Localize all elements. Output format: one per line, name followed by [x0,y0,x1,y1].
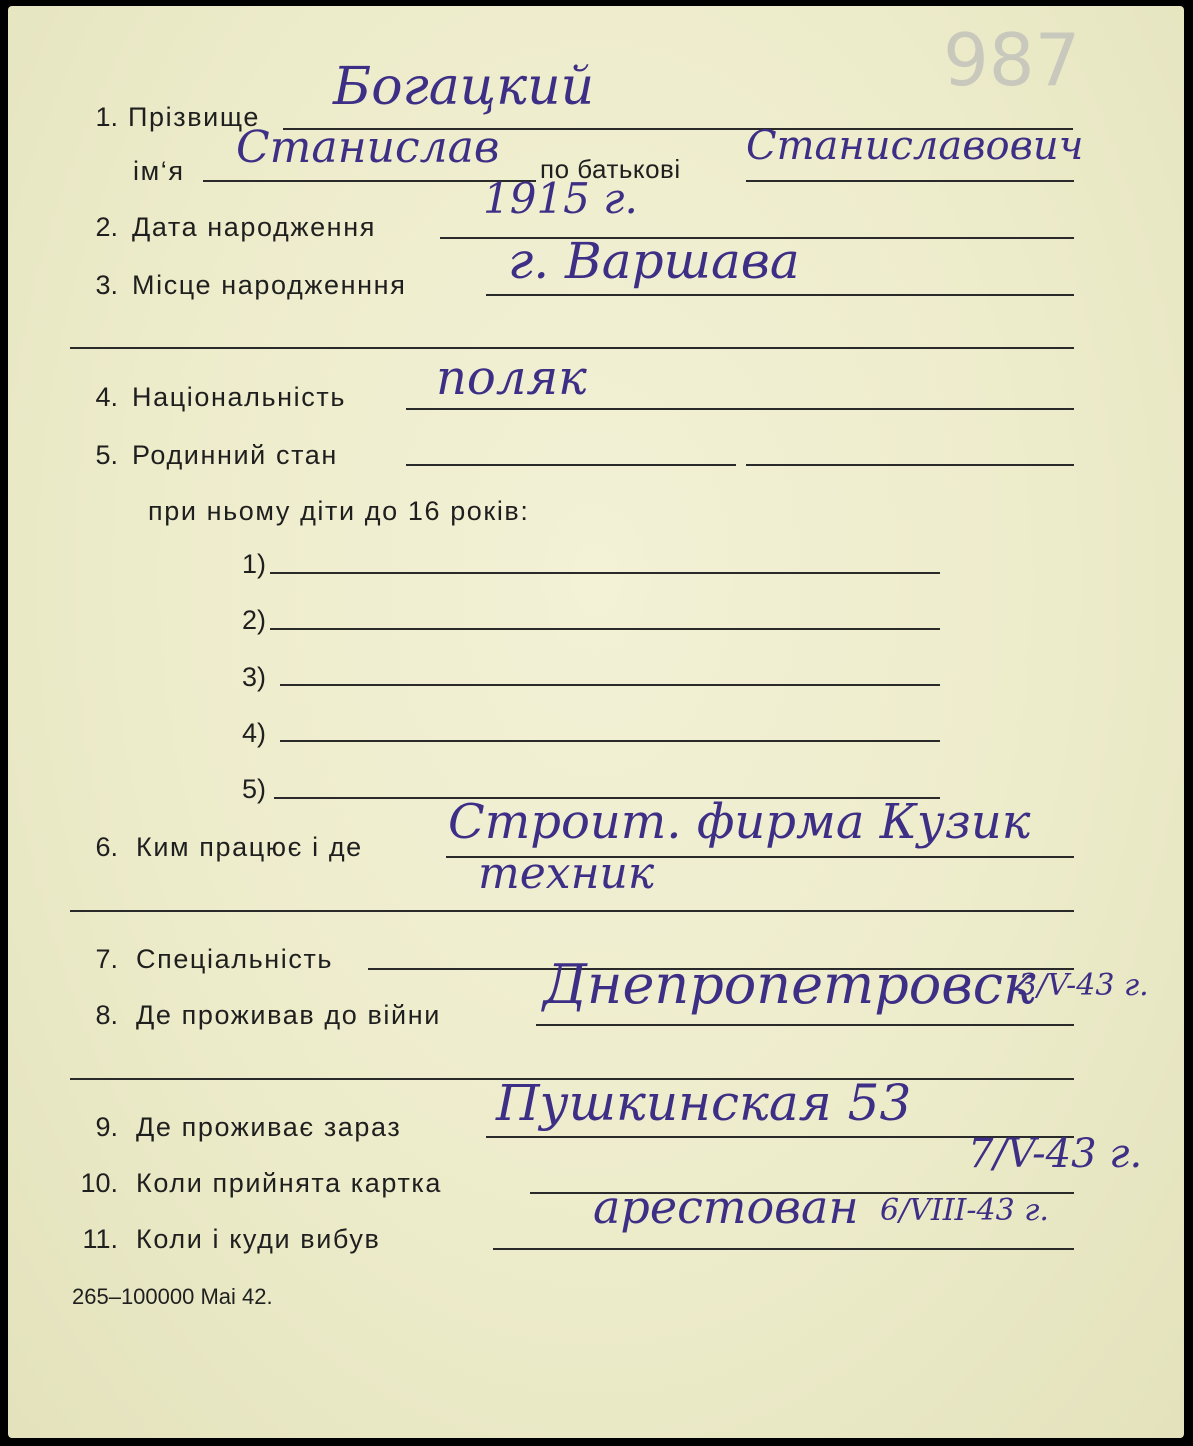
registration-card [8,6,1184,1438]
birth-place-line [486,294,1074,296]
surname-label: Прізвище [128,102,260,132]
child-4-line [280,740,940,742]
children-label: при ньому діти до 16 років: [148,496,530,526]
archive-number: 987 [943,18,1081,102]
field-3-number: 3. [95,270,118,300]
separator-line-2 [70,910,1074,912]
child-4-number: 4) [241,718,266,748]
prewar-residence-value: Днепропетровск [543,953,1036,1016]
child-3-line [280,684,940,686]
field-5-number: 5. [95,440,118,470]
card-accepted-label: Коли прийнята картка [136,1168,443,1198]
birth-date-value: 1915 г. [483,174,638,223]
name-value: Станислав [236,122,500,173]
separator-line-1 [70,347,1074,349]
prewar-residence-line [536,1024,1074,1026]
print-code-footer: 265–100000 Mai 42. [72,1284,273,1309]
marital-status-line-b [746,464,1074,466]
card-accepted-value: 7/V-43 г. [968,1131,1143,1177]
current-residence-value: Пушкинская 53 [496,1074,912,1132]
departure-date: 6/VIII-43 г. [880,1193,1049,1228]
birth-place-label: Місце народженння [132,270,407,300]
patronymic-line [746,180,1074,182]
child-1-line [270,572,940,574]
patronymic-value: Станиславович [746,123,1084,169]
child-5-number: 5) [241,774,266,804]
name-label: ім‘я [133,156,185,186]
nationality-value: поляк [436,350,587,406]
prewar-residence-label: Де проживав до війни [136,1000,441,1030]
child-2-number: 2) [241,605,266,635]
marital-status-label: Родинний стан [132,440,338,470]
nationality-label: Національність [132,382,346,412]
departure-value: арестован [593,1180,859,1234]
employment-value-2: техник [478,848,655,899]
field-8-number: 8. [95,1000,118,1030]
child-3-number: 3) [241,662,266,692]
departure-line [493,1248,1074,1250]
birth-place-value: г. Варшава [508,232,800,290]
marital-status-line-a [406,464,736,466]
field-10-number: 10. [80,1168,118,1198]
patronymic-label: по батькові [540,154,681,184]
field-9-number: 9. [95,1112,118,1142]
specialty-label: Спеціальність [136,944,334,974]
child-1-number: 1) [241,549,266,579]
field-1-number: 1. [95,102,118,132]
prewar-residence-date: 3/V-43 г. [1018,968,1149,1003]
birth-date-label: Дата народження [132,212,376,242]
surname-value: Богацкий [333,57,595,117]
field-11-number: 11. [82,1224,118,1254]
field-4-number: 4. [95,382,118,412]
field-7-number: 7. [95,944,118,974]
current-residence-label: Де проживає зараз [136,1112,402,1142]
departure-label: Коли і куди вибув [136,1224,381,1254]
field-6-number: 6. [95,832,118,862]
employment-value-1: Строит. фирма Кузик [448,794,1031,850]
field-2-number: 2. [95,212,118,242]
employment-label: Ким працює і де [136,832,363,862]
child-2-line [270,628,940,630]
nationality-line [406,408,1074,410]
